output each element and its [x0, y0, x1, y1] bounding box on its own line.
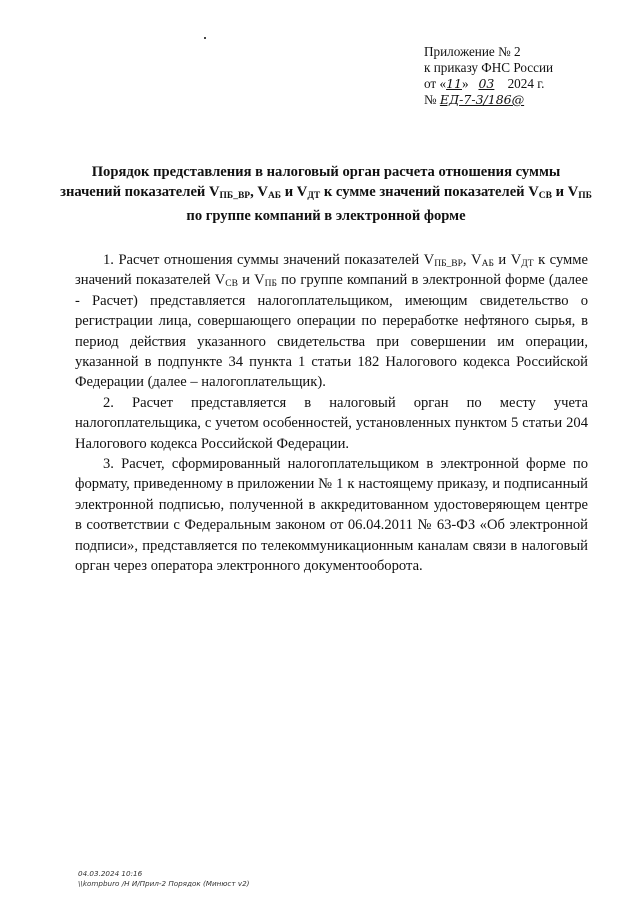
- handwritten-order-number: ЕД-7-3/186@: [439, 92, 525, 107]
- appendix-block: [424, 44, 553, 108]
- appendix-line-2: к приказу ФНС России: [424, 60, 554, 75]
- document-body: [75, 250, 588, 577]
- footer-file-path: \\kompburo /Н И/Прил-2 Порядок (Минюст v2): [78, 879, 250, 888]
- appendix-date: от «11» 03 2024 г.: [424, 76, 545, 91]
- document-title: Порядок представления в налоговый орган расчета отношения суммы значений показателей $V_{ПБ\_ВР}$, $V_{АБ}$ и $V_{ДТ}$ к сумме значений показателей $V_{СВ}$ и $V_{ПБ}$ по группе компаний в электронной форме: [60, 164, 592, 224]
- handwritten-month: 03: [478, 76, 495, 91]
- file-footer: [78, 869, 249, 889]
- appendix-line-1: Приложение № 2: [424, 44, 521, 59]
- paragraph-2: 2. Расчет представляется в налоговый орган по месту учета налогоплательщика, с учетом особенностей, установленных пунктом 5 статьи 204 Налогового кодекса Российской Федерации.: [75, 394, 588, 452]
- footer-timestamp: 04.03.2024 10:16: [78, 869, 143, 878]
- scan-dot: [204, 37, 206, 39]
- handwritten-day: 11: [446, 76, 462, 91]
- paragraph-1: 1. Расчет отношения суммы значений показателей $V_{ПБ\_ВР}$, $V_{АБ}$ и $V_{ДТ}$ к сумме значений показателей $V_{СВ}$ и $V_{ПБ}$ по группе компаний в электронной форме (далее - Расчет) представляется налогоплательщиком, имеющим свидетельство о регистрации лица, совершающего операции по переработке нефтяного сырья, в период действия указанного свидетельства при совершении им операции, указанной в подпункте 34 пункта 1 статьи 182 Налогового кодекса Российской Федерации (далее – налогоплательщик).: [75, 252, 589, 391]
- paragraph-3: 3. Расчет, сформированный налогоплательщиком в электронной форме по формату, приведенному в приложении № 1 к настоящему приказу, и подписанный электронной подписью, полученной в аккредитованном удостоверяющем центре в соответствии с Федеральным законом от 06.04.2011 № 63-ФЗ «Об электронной подписи», представляется по телекоммуникационным каналам связи в налоговый орган через оператора электронного документооборота.: [75, 456, 588, 575]
- appendix-number: № ЕД-7-3/186@: [424, 92, 525, 107]
